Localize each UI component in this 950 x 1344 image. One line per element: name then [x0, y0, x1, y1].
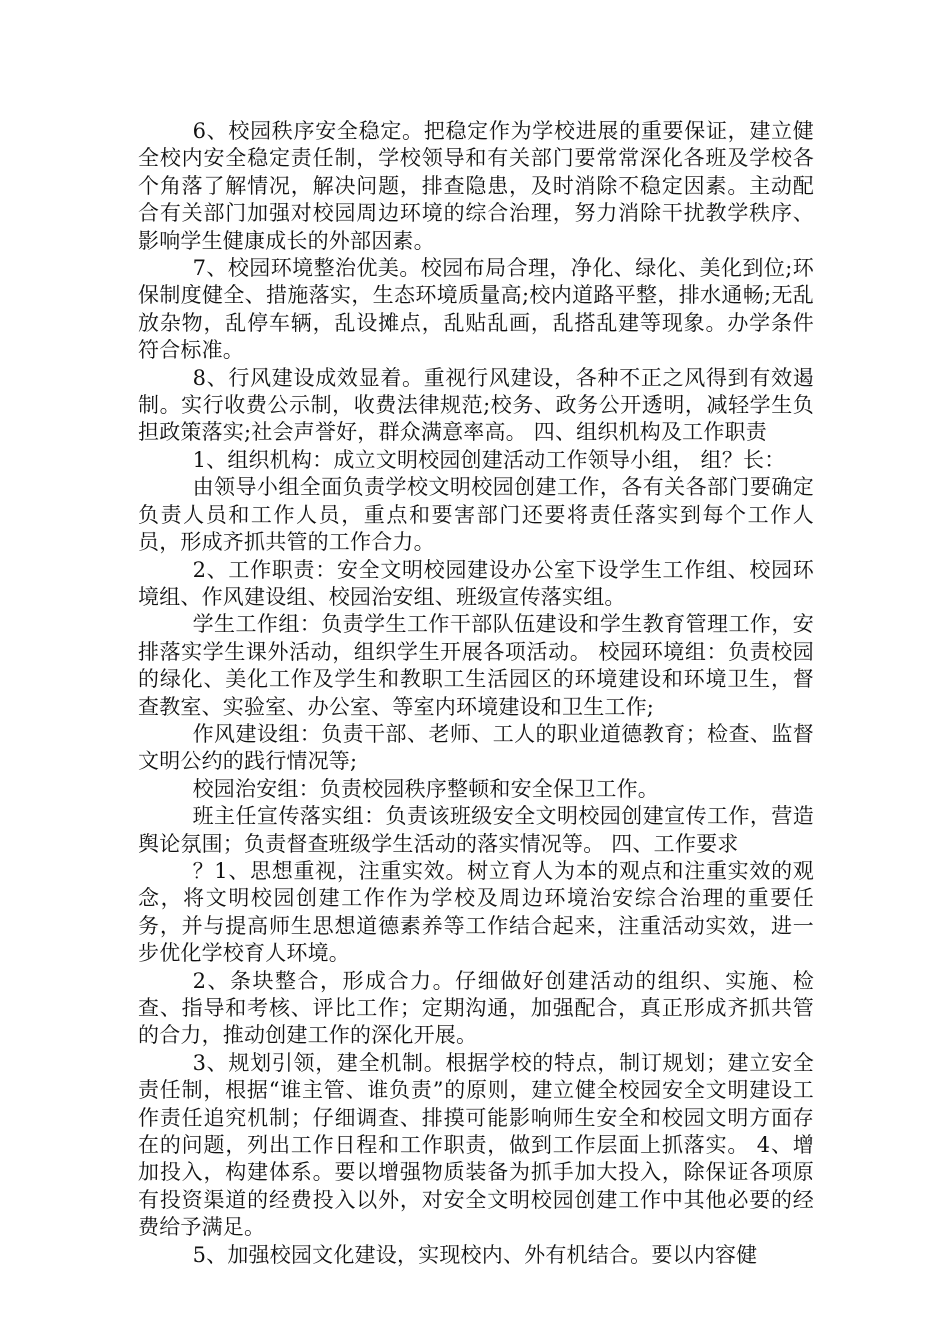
paragraph-requirement-3: 3、规划引领，建全机制。根据学校的特点，制订规划；建立安全责任制，根据“谁主管、谁负责”的原则，建立健全校园安全文明建设工作责任追究机制；仔细调查、排摸可能影响师生安全和校园文明方面存在的问题，列出工作日程和工作职责，做到工作层面上抓落实。 4、增加投入，构建体系。要以增强物质装备为抓手加大投入，除保证各项原有投资渠道的经费投入以外，对安全文明校园创建工作中其他必要的经费给予满足。	[138, 1050, 814, 1240]
paragraph-student-work-group: 学生工作组：负责学生工作干部队伍建设和学生教育管理工作，安排落实学生课外活动，组织学生开展各项活动。 校园环境组：负责校园的绿化、美化工作及学生和教职工生活园区的环境建设和环境卫生，督查教室、实验室、办公室、等室内环境建设和卫生工作;	[138, 612, 814, 719]
paragraph-leadership-group: 由领导小组全面负责学校文明校园创建工作，各有关各部门要确定负责人员和工作人员，重点和要害部门还要将责任落实到每个工作人员，形成齐抓共管的工作合力。	[138, 475, 814, 555]
paragraph-conduct-building: 8、行风建设成效显着。重视行风建设，各种不正之风得到有效遏制。实行收费公示制，收费法律规范;校务、政务公开透明，减轻学生负担政策落实;社会声誉好，群众满意率高。 四、组织机构及工作职责	[138, 365, 814, 445]
paragraph-class-publicity-group: 班主任宣传落实组：负责该班级安全文明校园创建宣传工作，营造舆论氛围；负责督查班级学生活动的落实情况等。 四、工作要求	[138, 804, 814, 856]
paragraph-security-group: 校园治安组：负责校园秩序整顿和安全保卫工作。	[192, 776, 659, 801]
paragraph-requirement-1: ？1、思想重视，注重实效。树立育人为本的观点和注重实效的观念，将文明校园创建工作作为学校及周边环境治安综合治理的重要任务，并与提高师生思想道德素养等工作结合起来，注重活动实效，进一步优化学校育人环境。	[138, 858, 814, 966]
paragraph-conduct-group: 作风建设组：负责干部、老师、工人的职业道德教育；检查、监督文明公约的践行情况等;	[138, 721, 814, 774]
document-body	[138, 118, 814, 1269]
paragraph-campus-order: 6、校园秩序安全稳定。把稳定作为学校进展的重要保证，建立健全校内安全稳定责任制，学校领导和有关部门要常常深化各班及学校各个角落了解情况，解决问题，排查隐患，及时消除不稳定因素。主动配合有关部门加强对校园周边环境的综合治理，努力消除干扰教学秩序、影响学生健康成长的外部因素。	[138, 119, 814, 253]
paragraph-requirement-5: 5、加强校园文化建设，实现校内、外有机结合。要以内容健	[192, 1242, 758, 1267]
paragraph-campus-environment: 7、校园环境整治优美。校园布局合理，净化、绿化、美化到位;环保制度健全、措施落实，生态环境质量高;校内道路平整，排水通畅;无乱放杂物，乱停车辆，乱设摊点，乱贴乱画，乱搭乱建等现象。办学条件符合标准。	[138, 256, 814, 363]
paragraph-requirement-2: 2、条块整合，形成合力。仔细做好创建活动的组织、实施、检查、指导和考核、评比工作；定期沟通，加强配合，真正形成齐抓共管的合力，推动创建工作的深化开展。	[138, 968, 814, 1048]
paragraph-work-duties: 2、工作职责：安全文明校园建设办公室下设学生工作组、校园环境组、作风建设组、校园治安组、班级宣传落实组。	[138, 557, 814, 609]
paragraph-organization: 1、组织机构：成立文明校园创建活动工作领导小组， 组？长：	[192, 447, 786, 472]
